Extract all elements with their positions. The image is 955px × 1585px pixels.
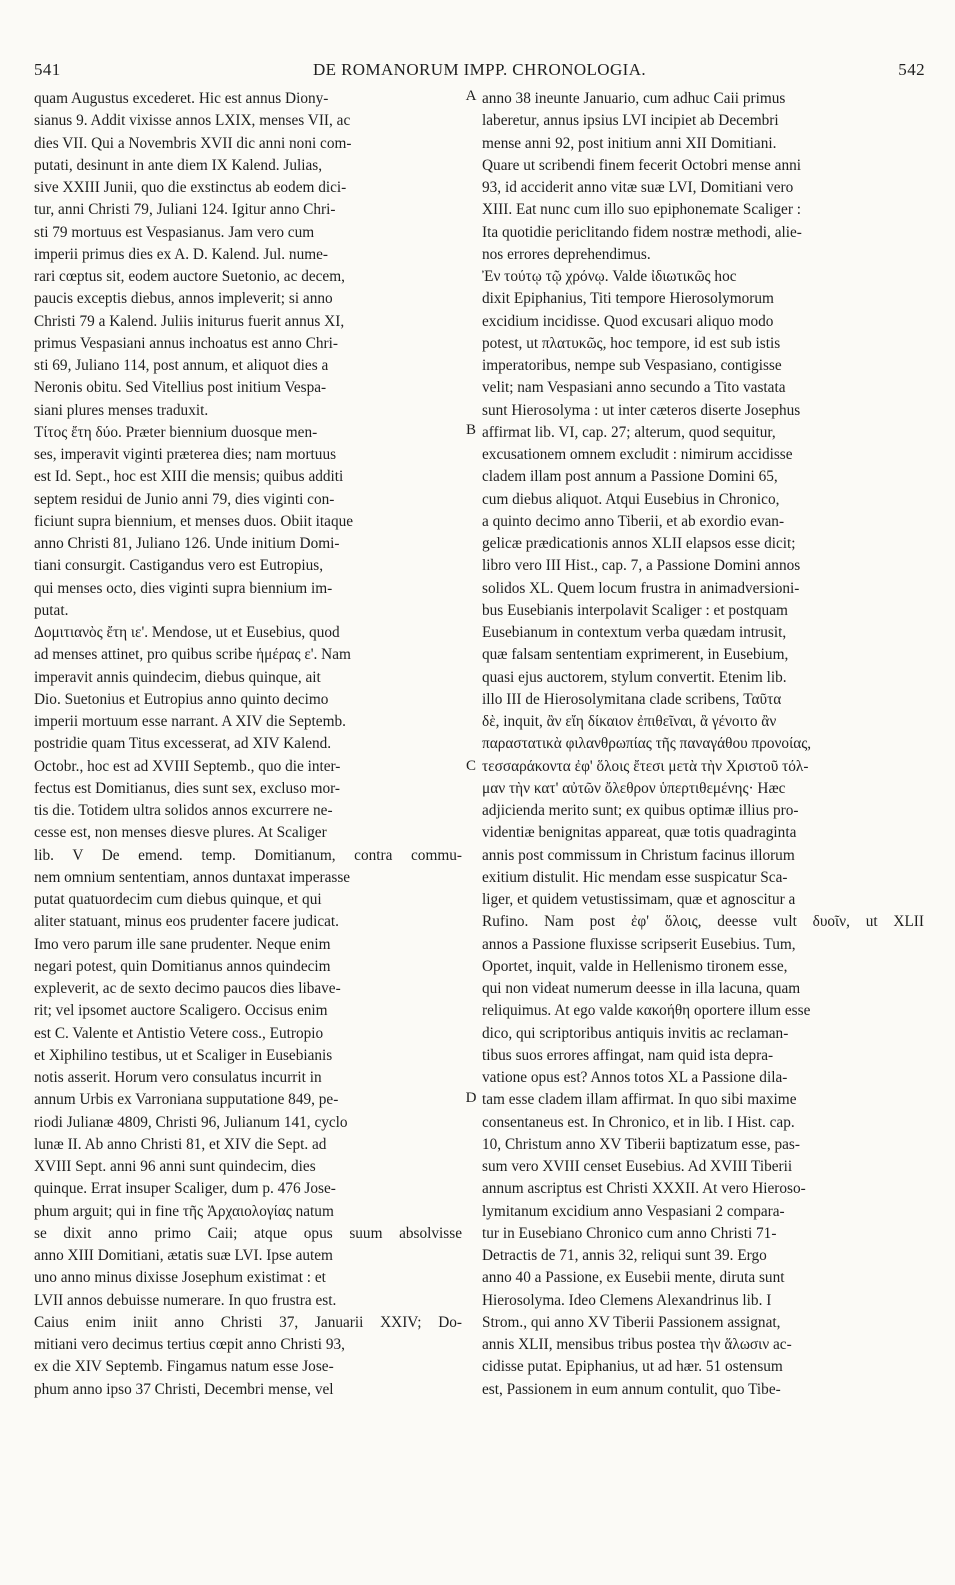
text-line: XIII. Eat nunc cum illo suo epiphonemate Scaliger :	[482, 201, 802, 219]
text-line: tam esse cladem illam affirmat. In quo sibi maxime	[482, 1091, 797, 1109]
text-line: tur in Eusebiano Chronico cum anno Christi 71-	[482, 1224, 777, 1242]
text-line: LVII annos debuisse numerare. In quo frustra est.	[34, 1291, 337, 1309]
running-header	[34, 60, 925, 84]
text-line: cesse est, non menses diesve plures. At Scaliger	[34, 824, 327, 842]
text-line: τεσσαράκοντα ἐφ' ὅλοις ἔτεσι μετὰ τὴν Χριστοῦ τόλ-	[482, 757, 809, 775]
margin-letter-b: B	[465, 422, 476, 438]
text-line: rit; vel ipsomet auctore Scaligero. Occisus enim	[34, 1002, 328, 1020]
text-line: imperii primus dies ex A. D. Kalend. Jul. nume-	[34, 245, 328, 263]
text-line: tiani consurgit. Castigandus vero est Eutropius,	[34, 557, 324, 575]
text-line: dico, qui scriptoribus antiquis invitis ac reclaman-	[482, 1024, 789, 1042]
text-line: notis asserit. Horum vero consulatus incurrit in	[34, 1069, 322, 1086]
text-line: phum anno ipso 37 Christi, Decembri mense, vel	[34, 1380, 334, 1398]
text-line: ad menses attinet, pro quibus scribe ἡμέρας ε'. Nam	[34, 646, 351, 664]
text-line: illo III de Hierosolymitana clade scribens, Ταῦτα	[482, 690, 782, 708]
text-line: imperavit annis quindecim, diebus quinque, ait	[34, 668, 321, 686]
text-line: lib. V De emend. temp. Domitianum, contra commu-	[34, 846, 462, 864]
text-line: se dixit anno primo Caii; atque opus suum absolvisse	[34, 1224, 462, 1242]
text-line: sti 79 mortuus est Vespasianus. Jam vero cum	[34, 223, 315, 241]
text-line: siani plures menses traduxit.	[34, 401, 209, 419]
text-line: est C. Valente et Antistio Vetere coss., Eutropio	[34, 1024, 324, 1042]
text-line: 10, Christum anno XV Tiberii baptizatum esse, pas-	[482, 1135, 800, 1153]
text-line: aliter statuant, minus eos prudenter facere judicat.	[34, 913, 339, 931]
text-line: Imo vero parum ille sane prudenter. Neque enim	[34, 935, 331, 953]
text-line: Quare ut scribendi finem fecerit Octobri mense anni	[482, 156, 801, 174]
text-line: lymitanum excidium anno Vespasiani 2 compara-	[482, 1202, 785, 1220]
text-line: sive XXIII Junii, quo die exstinctus ab eodem dici-	[34, 179, 347, 196]
text-line: Christi 79 a Kalend. Juliis initurus fuerit annus XI,	[34, 312, 345, 330]
text-line: phum arguit; qui in fine τῆς Ἀρχαιολογίας natum	[34, 1202, 334, 1220]
text-line: annum Urbis ex Varroniana supputatione 849, pe-	[34, 1091, 339, 1109]
text-line: putat quatuordecim cum diebus quinque, et qui	[34, 891, 322, 908]
text-line: quæ falsam sententiam exprimerent, in Eusebium,	[482, 646, 789, 664]
text-line: paucis exceptis diebus, annos impleverit; si anno	[34, 290, 333, 308]
text-line: anno 40 a Passione, ex Eusebii mente, diruta sunt	[482, 1269, 785, 1287]
text-line: annis XLII, mensibus tribus postea τὴν ἅλωσιν ac-	[482, 1336, 792, 1353]
text-line: rari cœptus sit, eodem auctore Suetonio, ac decem,	[34, 268, 345, 285]
text-line: Oportet, inquit, valde in Hellenismo tironem esse,	[482, 957, 788, 975]
text-line: qui non videat numerum deesse in illa lacuna, quam	[482, 980, 801, 997]
page-title: DE ROMANORUM IMPP. CHRONOLOGIA.	[312, 60, 647, 79]
text-line: tibus suos errores affingat, nam quid ista depra-	[482, 1046, 774, 1064]
text-line: septem residui de Junio anni 79, dies viginti con-	[34, 490, 335, 508]
text-line: Dio. Suetonius et Eutropius anno quinto decimo	[34, 690, 329, 708]
text-line: annis post commissum in Christum facinus illorum	[482, 846, 795, 864]
text-line: liger, et quidem vetustissimam, quæ et agnoscitur a	[482, 891, 796, 908]
text-line: consentaneus est. In Chronico, et in lib. I Hist. cap.	[482, 1113, 795, 1131]
text-line: annum ascriptus est Christi XXXII. At vero Hieroso-	[482, 1180, 806, 1198]
text-line: est Id. Sept., hoc est XIII die mensis; quibus additi	[34, 468, 344, 486]
text-line: sianus 9. Addit vixisse annos LXIX, menses VII, ac	[34, 112, 351, 130]
page-number-left: 541	[34, 60, 61, 79]
text-line: nos errores deprehendimus.	[482, 245, 651, 263]
text-line: Octobr., hoc est ad XVIII Septemb., quo die inter-	[34, 757, 341, 775]
text-line: affirmat lib. VI, cap. 27; alterum, quod sequitur,	[482, 423, 776, 441]
text-line: Strom., qui anno XV Tiberii Passionem assignat,	[482, 1313, 781, 1331]
text-line: excusationem omnem excludit : nimirum accidisse	[482, 446, 793, 463]
text-line: Δομιτιανὸς ἔτη ιε'. Mendose, ut et Eusebius, quod	[34, 624, 340, 641]
text-line: vatione opus est? Annos totos XL a Passione dila-	[482, 1069, 788, 1086]
text-line: quam Augustus excederet. Hic est annus Diony-	[34, 90, 329, 107]
text-line: expleverit, ac de sexto decimo paucos dies libave-	[34, 980, 341, 997]
text-line: riodi Julianæ 4809, Christi 96, Julianum 141, cyclo	[34, 1113, 348, 1131]
text-line: mitiani vero decimus tertius cœpit anno Christi 93,	[34, 1336, 345, 1353]
text-line: uno anno minus dixisse Josephum existimat : et	[34, 1269, 326, 1287]
text-line: Neronis obitu. Sed Vitellius post initium Vespa-	[34, 379, 327, 397]
text-line: παραστατικὰ φιλανθρωπίας τῆς παναγάθου προνοίας,	[482, 735, 812, 753]
text-line: velit; nam Vespasiani anno secundo a Tito vastata	[482, 379, 786, 397]
text-line: Rufino. Nam post ἐφ' ὅλοις, deesse vult δυοῖν, ut XLII	[482, 913, 924, 931]
text-line: ses, imperavit viginti præterea dies; nam mortuus	[34, 446, 337, 463]
text-line: cum diebus aliquot. Atqui Eusebius in Chronico,	[482, 490, 780, 508]
text-line: videntiæ benignitas appareat, quæ totis quadraginta	[482, 824, 797, 842]
text-line: Hierosolyma. Ideo Clemens Alexandrinus lib. I	[482, 1291, 772, 1309]
text-line: qui menses octo, dies viginti supra biennium im-	[34, 579, 333, 597]
text-line: exitium distulit. Hic mendam esse suspicatur Sca-	[482, 868, 788, 886]
text-line: Τίτος ἔτη δύο. Præter biennium duosque men-	[34, 423, 318, 441]
text-line: δὲ, inquit, ἂν εἴη δίκαιον ἐπιθεῖναι, ἃ γένοιτο ἂν	[482, 713, 777, 730]
text-line: adjicienda merito sunt; ex quibus optimæ illius pro-	[482, 802, 799, 819]
margin-letter-a: A	[465, 88, 477, 104]
text-line: fectus est Domitianus, dies sunt sex, excluso mor-	[34, 779, 341, 797]
text-line: Caius enim iniit anno Christi 37, Januarii XXIV; Do-	[34, 1313, 462, 1331]
text-line: Detractis de 71, annis 32, reliqui sunt 39. Ergo	[482, 1247, 767, 1264]
text-line: imperii mortuum esse narrant. A XIV die Septemb.	[34, 713, 346, 730]
right-column	[482, 88, 924, 1401]
text-line: quasi ejus auctorem, stylum convertit. Etenim lib.	[482, 668, 787, 686]
text-line: gelicæ prædicationis annos XLII elapsos esse dicit;	[482, 535, 796, 552]
text-line: lunæ II. Ab anno Christi 81, et XIV die Sept. ad	[34, 1135, 327, 1153]
text-line: sti 69, Juliano 114, post annum, et aliquot dies a	[34, 357, 329, 374]
text-line: dixit Epiphanius, Titi tempore Hierosolymorum	[482, 290, 774, 308]
margin-letter-c: C	[465, 758, 476, 774]
text-line: cladem illam post annum a Passione Domini 65,	[482, 468, 778, 486]
text-line: primus Vespasiani annus inchoatus est anno Chri-	[34, 334, 338, 352]
text-line: mense anni 92, post initium anni XII Domitiani.	[482, 134, 777, 152]
text-line: nem omnium sententiam, annos duntaxat imperasse	[34, 868, 351, 886]
text-line: Ita quotidie periclitando fidem nostræ methodi, alie-	[482, 223, 802, 241]
text-line: anno 38 ineunte Januario, cum adhuc Caii primus	[482, 90, 786, 107]
text-line: anno XIII Domitiani, ætatis suæ LVI. Ipse autem	[34, 1247, 333, 1264]
text-line: tur, anni Christi 79, Juliani 124. Igitur anno Chri-	[34, 201, 336, 219]
text-line: postridie quam Titus excesserat, ad XIV Kalend.	[34, 735, 332, 753]
text-line: cidisse putat. Epiphanius, ut ad hær. 51 ostensum	[482, 1358, 783, 1376]
text-line: a quinto decimo anno Tiberii, et ab exordio evan-	[482, 512, 785, 530]
text-line: ex die XIV Septemb. Fingamus natum esse Jose-	[34, 1358, 334, 1376]
text-line: putat.	[34, 601, 69, 619]
text-line: solidos XL. Quem locum frustra in animadversioni-	[482, 579, 800, 597]
page-number-right: 542	[898, 60, 925, 79]
text-line: tis die. Totidem ultra solidos annos excurrere ne-	[34, 802, 333, 819]
text-line: potest, ut πλατυκῶς, hoc tempore, id est sub istis	[482, 334, 781, 352]
text-line: sum vero XVIII censet Eusebius. Ad XVIII Tiberii	[482, 1158, 793, 1175]
text-line: libro vero III Hist., cap. 7, a Passione Domini annos	[482, 557, 801, 575]
text-line: bus Eusebianis interpolavit Scaliger : et postquam	[482, 601, 788, 619]
text-line: est, Passionem in eum annum contulit, quo Tibe-	[482, 1380, 781, 1398]
text-line: ficiunt supra biennium, et menses duos. Obiit itaque	[34, 512, 354, 530]
text-line: imperatoribus, nempe sub Vespasiano, contigisse	[482, 357, 782, 374]
text-line: dies VII. Qui a Novembris XVII dic anni noni com-	[34, 134, 352, 152]
text-line: 93, id acciderit anno vitæ suæ LVI, Domitiani vero	[482, 179, 794, 196]
text-line: μαν τὴν κατ' αὐτῶν ὄλεθρον ὑπερτιθεμένης· Hæc	[482, 779, 786, 797]
text-line: Ἐν τούτῳ τῷ χρόνῳ. Valde ἰδιωτικῶς hoc	[482, 268, 737, 285]
text-line: quinque. Errat insuper Scaliger, dum p. 476 Jose-	[34, 1180, 336, 1198]
text-line: sunt Hierosolyma : ut inter cæteros diserte Josephus	[482, 401, 801, 419]
left-column	[34, 88, 462, 1401]
text-line: reliquimus. At ego valde κακοήθη oportere illum esse	[482, 1002, 811, 1020]
margin-letter-d: D	[465, 1090, 477, 1106]
text-line: XVIII Sept. anni 96 anni sunt quindecim, dies	[34, 1158, 316, 1175]
text-line: annos a Passione fluxisse scripserit Eusebius. Tum,	[482, 935, 796, 953]
text-line: anno Christi 81, Juliano 126. Unde initium Domi-	[34, 535, 340, 552]
text-line: et Xiphilino testibus, ut et Scaliger in Eusebianis	[34, 1046, 333, 1064]
text-line: negari potest, quin Domitianus annos quindecim	[34, 957, 331, 975]
text-line: laberetur, annus ipsius LVI incipiet ab Decembri	[482, 112, 779, 130]
text-line: excidium incidisse. Quod excusari aliquo modo	[482, 312, 774, 330]
text-line: Eusebianum in contextum verba quædam intrusit,	[482, 624, 787, 641]
text-line: putati, desinunt in ante diem IX Kalend. Julias,	[34, 156, 323, 174]
